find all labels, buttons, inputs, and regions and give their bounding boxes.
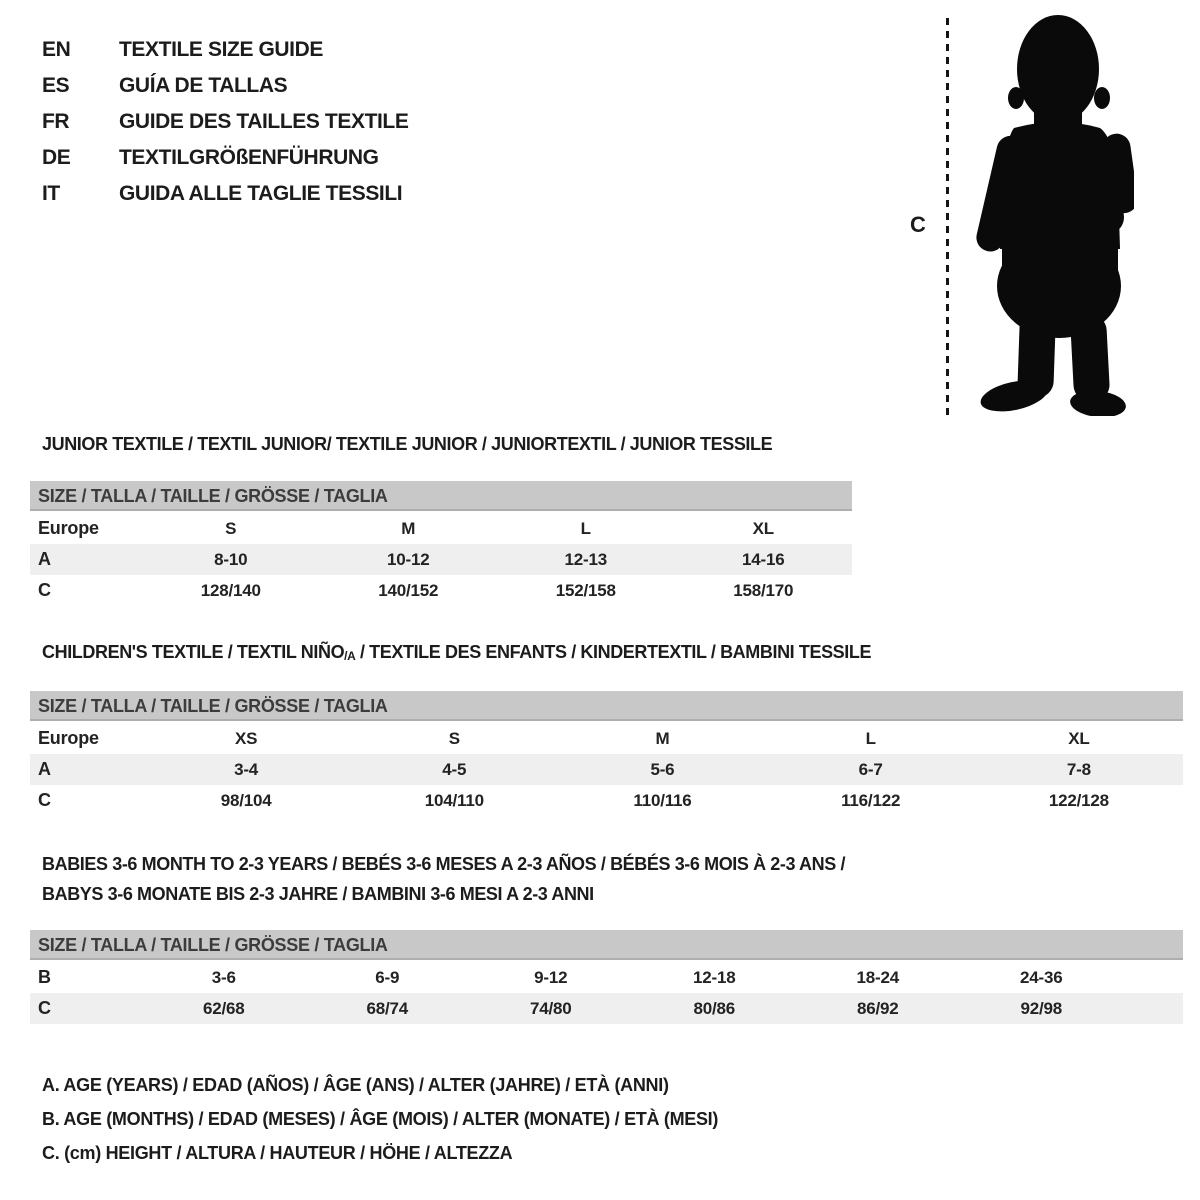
table-row-months [30,962,1183,993]
language-code: FR [42,110,70,133]
row-label-cell: A [38,549,51,569]
section-title-sub: /A [344,649,356,663]
section-childrens-textile [30,641,1183,816]
babies-size-table [30,962,1183,1024]
height-cell: 74/80 [529,998,572,1018]
guide-title-en: TEXTILE SIZE GUIDE [119,38,323,61]
age-cell: 8-10 [214,549,248,569]
height-cell: 104/110 [424,790,484,810]
height-cell: 92/98 [1020,998,1063,1018]
height-cell: 62/68 [202,998,245,1018]
language-code: IT [42,182,60,205]
size-cell: XS [234,728,258,748]
filler-cell [1123,993,1183,1024]
legend-line-a: A. AGE (YEARS) / EDAD (AÑOS) / ÂGE (ANS) / ALTER (JAHRE) / ETÀ (ANNI) [42,1075,669,1095]
toddler-silhouette-icon [962,14,1134,416]
section-title-line1: BABIES 3-6 MONTH TO 2-3 YEARS / BEBÉS 3-6 MESES A 2-3 AÑOS / BÉBÉS 3-6 MOIS À 2-3 ANS / [42,854,846,874]
row-label-cell: C [38,998,51,1018]
legend-line-c: C. (cm) HEIGHT / ALTURA / HAUTEUR / HÖHE / ALTEZZA [42,1143,513,1163]
measurement-legend [42,1068,718,1170]
row-label-cell: Europe [38,728,99,748]
size-cell: XL [1068,728,1090,748]
height-cell: 152/158 [555,580,616,600]
age-cell: 7-8 [1066,759,1091,779]
size-cell: L [865,728,876,748]
table-row-height [30,993,1183,1024]
age-cell: 10-12 [387,549,430,569]
row-label-cell: C [38,790,51,810]
age-cell: 14-16 [742,549,785,569]
age-cell: 5-6 [650,759,675,779]
size-header-bar: SIZE / TALLA / TAILLE / GRÖSSE / TAGLIA [30,481,852,511]
height-cell: 116/122 [841,790,901,810]
height-measure-label: C [910,212,926,237]
guide-title-de: TEXTILGRÖßENFÜHRUNG [119,146,379,169]
height-cell: 86/92 [856,998,899,1018]
guide-title-it: GUIDA ALLE TAGLIE TESSILI [119,182,403,205]
size-cell: S [448,728,460,748]
height-cell: 128/140 [200,580,261,600]
age-cell: 4-5 [442,759,467,779]
months-cell: 6-9 [375,967,400,987]
section-babies-textile [30,849,1183,1024]
age-cell: 3-4 [234,759,259,779]
table-row-height [30,785,1183,816]
section-title: JUNIOR TEXTILE / TEXTIL JUNIOR/ TEXTILE JUNIOR / JUNIORTEXTIL / JUNIOR TESSILE [42,434,773,454]
months-cell: 24-36 [1020,967,1063,987]
size-header-bar: SIZE / TALLA / TAILLE / GRÖSSE / TAGLIA [30,691,1183,721]
size-cell: L [580,518,591,538]
months-cell: 9-12 [534,967,568,987]
height-cell: 80/86 [693,998,736,1018]
height-cell: 98/104 [220,790,272,810]
junior-size-table [30,513,852,606]
language-code: EN [42,38,71,61]
row-label-cell: B [38,967,51,987]
months-cell: 3-6 [211,967,236,987]
height-cell: 110/116 [633,790,692,810]
months-cell: 12-18 [693,967,736,987]
language-title-row [42,32,408,68]
section-title-text: / TEXTILE DES ENFANTS / KINDERTEXTIL / BAMBINI TESSILE [355,642,872,662]
section-title-line2: BABYS 3-6 MONATE BIS 2-3 JAHRE / BAMBINI 3-6 MESI A 2-3 ANNI [42,884,594,904]
section-junior-textile [30,433,852,606]
children-size-table [30,723,1183,816]
height-cell: 122/128 [1048,790,1109,810]
table-row-europe [30,723,1183,754]
height-cell: 140/152 [378,580,439,600]
age-cell: 12-13 [564,549,607,569]
size-header-bar: SIZE / TALLA / TAILLE / GRÖSSE / TAGLIA [30,930,1183,960]
guide-title-es: GUÍA DE TALLAS [119,74,288,97]
language-title-row [42,140,408,176]
height-cell: 68/74 [366,998,409,1018]
legend-line-b: B. AGE (MONTHS) / EDAD (MESES) / ÂGE (MOIS) / ALTER (MONATE) / ETÀ (MESI) [42,1109,719,1129]
language-title-row [42,176,408,212]
size-cell: M [401,518,416,538]
section-title-text: CHILDREN'S TEXTILE / TEXTIL NIÑO [42,642,345,662]
height-cell: 158/170 [733,580,794,600]
table-row-age [30,754,1183,785]
table-row-europe [30,513,852,544]
row-label-cell: C [38,580,51,600]
months-cell: 18-24 [856,967,899,987]
table-row-height [30,575,852,606]
filler-cell [1123,962,1183,993]
row-label-cell: A [38,759,51,779]
size-cell: XL [752,518,774,538]
language-code: DE [42,146,71,169]
age-cell: 6-7 [858,759,883,779]
language-title-row [42,104,408,140]
language-title-row [42,68,408,104]
table-row-age [30,544,852,575]
language-code: ES [42,74,70,97]
guide-title-fr: GUIDE DES TAILLES TEXTILE [119,110,409,133]
height-measure-dashed-line [946,18,949,418]
row-label-cell: Europe [38,518,99,538]
section-title [42,641,1183,667]
size-cell: M [655,728,670,748]
language-title-list [42,32,408,212]
size-cell: S [225,518,237,538]
